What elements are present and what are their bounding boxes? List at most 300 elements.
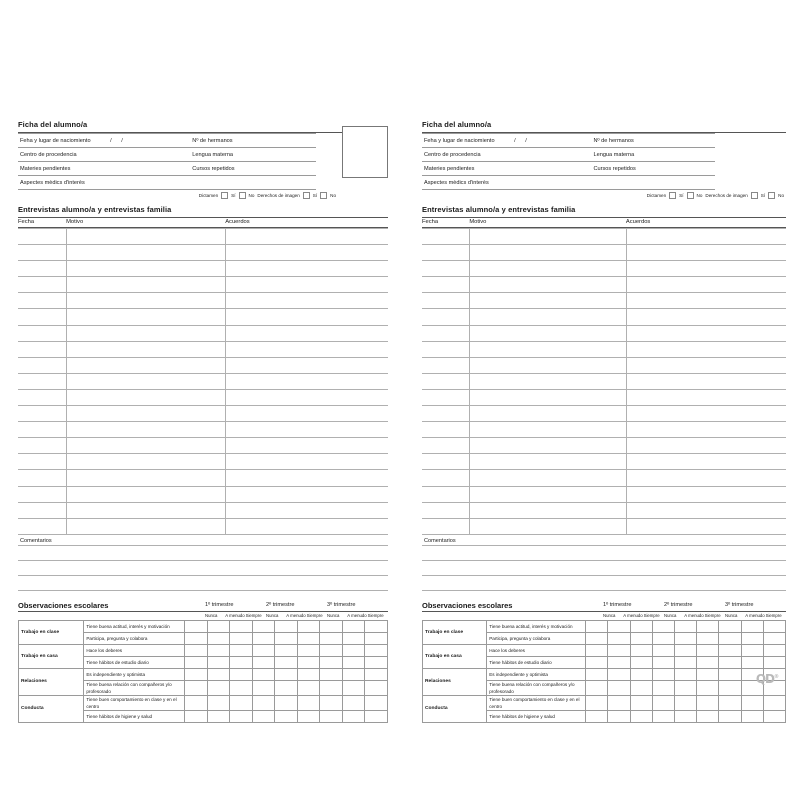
observaciones-mark-cell[interactable] [230, 710, 253, 722]
observaciones-mark-cell[interactable] [608, 656, 630, 668]
photo-placeholder-box[interactable] [342, 126, 388, 178]
observaciones-mark-cell[interactable] [630, 656, 652, 668]
entrevistas-cell[interactable] [18, 293, 66, 309]
dictamen-yes-checkbox[interactable] [221, 192, 228, 199]
entrevistas-cell[interactable] [470, 518, 627, 534]
entrevistas-cell[interactable] [18, 454, 66, 470]
observaciones-mark-cell[interactable] [697, 710, 719, 722]
entrevistas-cell[interactable] [422, 293, 470, 309]
entrevistas-cell[interactable] [226, 486, 388, 502]
entrevistas-cell[interactable] [226, 373, 388, 389]
observaciones-mark-cell[interactable] [741, 632, 763, 644]
table-row [18, 261, 388, 277]
observaciones-mark-cell[interactable] [719, 695, 741, 710]
observaciones-mark-cell[interactable] [275, 620, 298, 632]
dictamen-no-checkbox[interactable] [239, 192, 246, 199]
entrevistas-cell[interactable] [626, 341, 786, 357]
observaciones-mark-cell[interactable] [230, 644, 253, 656]
observaciones-mark-cell[interactable] [608, 668, 630, 680]
entrevistas-cell[interactable] [626, 309, 786, 325]
observaciones-mark-cell[interactable] [741, 620, 763, 632]
observaciones-mark-cell[interactable] [697, 695, 719, 710]
entrevistas-cell[interactable] [66, 293, 225, 309]
entrevistas-cell[interactable] [422, 309, 470, 325]
observaciones-mark-cell[interactable] [185, 695, 208, 710]
ficha-cell[interactable] [422, 134, 591, 148]
entrevistas-cell[interactable] [18, 341, 66, 357]
image-rights-no-checkbox[interactable] [768, 192, 775, 199]
observaciones-mark-cell[interactable] [207, 710, 230, 722]
entrevistas-cell[interactable] [422, 486, 470, 502]
observaciones-mark-cell[interactable] [741, 710, 763, 722]
entrevistas-cell[interactable] [66, 261, 225, 277]
entrevistas-cell[interactable] [66, 373, 225, 389]
observaciones-mark-cell[interactable] [342, 632, 365, 644]
comentarios-line[interactable] [422, 576, 786, 591]
entrevistas-cell[interactable] [626, 373, 786, 389]
observaciones-mark-cell[interactable] [652, 668, 674, 680]
entrevistas-cell[interactable] [18, 486, 66, 502]
entrevistas-cell[interactable] [626, 261, 786, 277]
observaciones-mark-cell[interactable] [741, 644, 763, 656]
entrevistas-cell[interactable] [422, 518, 470, 534]
scale-row-left [18, 613, 388, 619]
observaciones-mark-cell[interactable] [297, 632, 320, 644]
observaciones-mark-cell[interactable] [630, 632, 652, 644]
ficha-cell[interactable]: Centro de procedencia [18, 148, 190, 162]
observaciones-mark-cell[interactable] [252, 710, 275, 722]
entrevistas-cell[interactable] [470, 470, 627, 486]
entrevistas-cell[interactable] [66, 341, 225, 357]
observaciones-mark-cell[interactable] [252, 680, 275, 695]
entrevistas-rows [422, 229, 786, 535]
entrevistas-cell[interactable] [226, 309, 388, 325]
scale-group [725, 613, 786, 619]
entrevistas-cell[interactable] [226, 454, 388, 470]
observaciones-mark-cell[interactable] [674, 668, 696, 680]
observaciones-mark-cell[interactable] [630, 710, 652, 722]
entrevistas-cell[interactable] [626, 357, 786, 373]
entrevistas-cell[interactable] [470, 422, 627, 438]
entrevistas-cell[interactable] [470, 309, 627, 325]
observaciones-mark-cell[interactable] [320, 656, 343, 668]
ficha-cell[interactable] [18, 134, 190, 148]
observaciones-mark-cell[interactable] [674, 644, 696, 656]
observaciones-mark-cell[interactable] [608, 632, 630, 644]
comentarios-line[interactable] [422, 546, 786, 561]
observaciones-mark-cell[interactable] [652, 680, 674, 695]
observaciones-mark-cell[interactable] [697, 668, 719, 680]
observaciones-mark-cell[interactable] [365, 632, 388, 644]
observaciones-mark-cell[interactable] [586, 620, 608, 632]
entrevistas-cell[interactable] [422, 454, 470, 470]
entrevistas-cell[interactable] [422, 502, 470, 518]
entrevistas-cell[interactable] [66, 518, 225, 534]
entrevistas-cell[interactable] [626, 389, 786, 405]
entrevistas-cell[interactable] [422, 389, 470, 405]
observaciones-mark-cell[interactable] [275, 710, 298, 722]
observaciones-mark-cell[interactable] [230, 656, 253, 668]
entrevistas-cell[interactable] [66, 454, 225, 470]
entrevistas-cell[interactable] [66, 389, 225, 405]
entrevistas-cell[interactable] [626, 470, 786, 486]
observaciones-mark-cell[interactable] [207, 668, 230, 680]
comentarios-line[interactable] [18, 561, 388, 576]
observaciones-mark-cell[interactable] [586, 695, 608, 710]
entrevistas-cell[interactable] [226, 293, 388, 309]
entrevistas-cell[interactable] [626, 422, 786, 438]
observaciones-mark-cell[interactable] [586, 680, 608, 695]
entrevistas-cell[interactable] [422, 422, 470, 438]
observaciones-mark-cell[interactable] [674, 680, 696, 695]
observaciones-mark-cell[interactable] [365, 680, 388, 695]
observaciones-mark-cell[interactable] [719, 668, 741, 680]
entrevistas-cell[interactable] [470, 389, 627, 405]
entrevistas-cell[interactable] [66, 245, 225, 261]
observaciones-mark-cell[interactable] [297, 620, 320, 632]
observaciones-mark-cell[interactable] [608, 695, 630, 710]
entrevistas-cell[interactable] [18, 502, 66, 518]
observaciones-category: Trabajo en casa [423, 644, 487, 668]
entrevistas-cell[interactable] [470, 438, 627, 454]
observaciones-mark-cell[interactable] [252, 620, 275, 632]
observaciones-mark-cell[interactable] [320, 632, 343, 644]
observaciones-mark-cell[interactable] [297, 680, 320, 695]
observaciones-mark-cell[interactable] [719, 620, 741, 632]
observaciones-mark-cell[interactable] [674, 620, 696, 632]
ficha-cell[interactable] [591, 176, 715, 190]
observaciones-mark-cell[interactable] [630, 620, 652, 632]
entrevistas-cell[interactable] [470, 454, 627, 470]
entrevistas-cell[interactable] [66, 277, 225, 293]
observaciones-mark-cell[interactable] [230, 620, 253, 632]
observaciones-mark-cell[interactable] [275, 644, 298, 656]
observaciones-mark-cell[interactable] [342, 620, 365, 632]
observaciones-mark-cell[interactable] [674, 632, 696, 644]
image-rights-yes-checkbox[interactable] [303, 192, 310, 199]
observaciones-mark-cell[interactable] [252, 656, 275, 668]
observaciones-mark-cell[interactable] [230, 632, 253, 644]
observaciones-mark-cell[interactable] [297, 656, 320, 668]
observaciones-mark-cell[interactable] [230, 680, 253, 695]
entrevistas-cell[interactable] [422, 245, 470, 261]
observaciones-mark-cell[interactable] [185, 644, 208, 656]
dictamen-no-checkbox[interactable] [687, 192, 694, 199]
observaciones-mark-cell[interactable] [586, 644, 608, 656]
observaciones-mark-cell[interactable] [252, 644, 275, 656]
ficha-cell[interactable] [190, 176, 316, 190]
ficha-cell[interactable]: Materies pendientes [422, 162, 591, 176]
entrevistas-cell[interactable] [18, 245, 66, 261]
observaciones-mark-cell[interactable] [630, 668, 652, 680]
observaciones-mark-cell[interactable] [230, 695, 253, 710]
entrevistas-cell[interactable] [66, 438, 225, 454]
entrevistas-cell[interactable] [18, 325, 66, 341]
entrevistas-cell[interactable] [470, 357, 627, 373]
observaciones-mark-cell[interactable] [741, 656, 763, 668]
ficha-cell[interactable]: Nº de hermanos [591, 134, 715, 148]
entrevistas-cell[interactable] [18, 389, 66, 405]
observaciones-block [18, 601, 388, 723]
observaciones-mark-cell[interactable] [608, 620, 630, 632]
observaciones-mark-cell[interactable] [697, 620, 719, 632]
table-row [422, 373, 786, 389]
entrevistas-cell[interactable] [470, 486, 627, 502]
observaciones-mark-cell[interactable] [608, 710, 630, 722]
ficha-cell[interactable]: Nº de hermanos [190, 134, 316, 148]
comentarios-lines-left[interactable] [18, 546, 388, 591]
observaciones-mark-cell[interactable] [207, 656, 230, 668]
entrevistas-cell[interactable] [626, 438, 786, 454]
observaciones-mark-cell[interactable] [697, 680, 719, 695]
entrevistas-cell[interactable] [66, 422, 225, 438]
scale-label: Nunca [266, 612, 279, 618]
entrevistas-cell[interactable] [226, 325, 388, 341]
observaciones-mark-cell[interactable] [763, 695, 785, 710]
observaciones-mark-cell[interactable] [365, 644, 388, 656]
entrevistas-cell[interactable] [422, 470, 470, 486]
comentarios-line[interactable] [18, 576, 388, 591]
observaciones-mark-cell[interactable] [697, 632, 719, 644]
observaciones-mark-cell[interactable] [320, 710, 343, 722]
observaciones-mark-cell[interactable] [719, 710, 741, 722]
entrevistas-cell[interactable] [226, 422, 388, 438]
observaciones-mark-cell[interactable] [342, 695, 365, 710]
observaciones-mark-cell[interactable] [652, 695, 674, 710]
ficha-cell[interactable]: Cursos repetidos [591, 162, 715, 176]
entrevistas-cell[interactable] [226, 406, 388, 422]
image-rights-no-checkbox[interactable] [320, 192, 327, 199]
observaciones-mark-cell[interactable] [342, 680, 365, 695]
observaciones-mark-cell[interactable] [275, 632, 298, 644]
observaciones-mark-cell[interactable] [207, 632, 230, 644]
observaciones-mark-cell[interactable] [297, 695, 320, 710]
entrevistas-cell[interactable] [226, 277, 388, 293]
ficha-cell[interactable]: Aspectes mèdics d'interès [18, 176, 190, 190]
ficha-cell[interactable]: Cursos repetidos [190, 162, 316, 176]
ficha-cell[interactable]: Aspectes mèdics d'interès [422, 176, 591, 190]
entrevistas-cell[interactable] [626, 229, 786, 245]
entrevistas-cell[interactable] [18, 422, 66, 438]
observaciones-mark-cell[interactable] [763, 644, 785, 656]
observaciones-mark-cell[interactable] [719, 644, 741, 656]
observaciones-mark-cell[interactable] [207, 644, 230, 656]
observaciones-mark-cell[interactable] [185, 656, 208, 668]
entrevistas-cell[interactable] [470, 229, 627, 245]
observaciones-mark-cell[interactable] [586, 632, 608, 644]
entrevistas-cell[interactable] [422, 341, 470, 357]
dictamen-yes-label: Sí [679, 193, 684, 198]
observaciones-mark-cell[interactable] [652, 644, 674, 656]
observaciones-mark-cell[interactable] [185, 632, 208, 644]
observaciones-mark-cell[interactable] [652, 710, 674, 722]
entrevistas-cell[interactable] [626, 406, 786, 422]
observaciones-mark-cell[interactable] [297, 668, 320, 680]
observaciones-mark-cell[interactable] [185, 668, 208, 680]
observaciones-mark-cell[interactable] [586, 668, 608, 680]
observaciones-mark-cell[interactable] [252, 632, 275, 644]
observaciones-mark-cell[interactable] [275, 656, 298, 668]
entrevistas-cell[interactable] [226, 438, 388, 454]
observaciones-mark-cell[interactable] [608, 680, 630, 695]
dictamen-yes-checkbox[interactable] [669, 192, 676, 199]
entrevistas-cell[interactable] [226, 389, 388, 405]
entrevistas-cell[interactable] [626, 293, 786, 309]
observaciones-mark-cell[interactable] [630, 680, 652, 695]
entrevistas-cell[interactable] [18, 518, 66, 534]
ficha-cell[interactable]: Lengua materna [591, 148, 715, 162]
entrevistas-cell[interactable] [422, 357, 470, 373]
observaciones-mark-cell[interactable] [320, 644, 343, 656]
observaciones-mark-cell[interactable] [252, 668, 275, 680]
comentarios-line[interactable] [18, 546, 388, 561]
observaciones-mark-cell[interactable] [719, 632, 741, 644]
observaciones-mark-cell[interactable] [342, 710, 365, 722]
observaciones-mark-cell[interactable] [275, 680, 298, 695]
observaciones-mark-cell[interactable] [652, 620, 674, 632]
observaciones-mark-cell[interactable] [630, 644, 652, 656]
entrevistas-cell[interactable] [66, 502, 225, 518]
observaciones-mark-cell[interactable] [365, 710, 388, 722]
observaciones-mark-cell[interactable] [674, 695, 696, 710]
entrevistas-cell[interactable] [422, 277, 470, 293]
entrevistas-cell[interactable] [470, 245, 627, 261]
entrevistas-cell[interactable] [422, 261, 470, 277]
observaciones-mark-cell[interactable] [763, 710, 785, 722]
ficha-row [422, 148, 786, 162]
ficha-table [422, 133, 786, 190]
entrevistas-cell[interactable] [226, 245, 388, 261]
observaciones-mark-cell[interactable] [652, 656, 674, 668]
entrevistas-cell[interactable] [18, 438, 66, 454]
entrevistas-cell[interactable] [18, 229, 66, 245]
observaciones-mark-cell[interactable] [697, 656, 719, 668]
entrevistas-cell[interactable] [226, 502, 388, 518]
entrevistas-cell[interactable] [18, 309, 66, 325]
entrevistas-cell[interactable] [66, 309, 225, 325]
ficha-cell[interactable]: Materies pendientes [18, 162, 190, 176]
entrevistas-cell[interactable] [18, 261, 66, 277]
observaciones-mark-cell[interactable] [763, 620, 785, 632]
observaciones-mark-cell[interactable] [230, 668, 253, 680]
observaciones-mark-cell[interactable] [719, 656, 741, 668]
entrevistas-cell[interactable] [422, 406, 470, 422]
comentarios-line[interactable] [422, 561, 786, 576]
entrevistas-cell[interactable] [470, 406, 627, 422]
observaciones-mark-cell[interactable] [697, 644, 719, 656]
observaciones-mark-cell[interactable] [320, 668, 343, 680]
observaciones-mark-cell[interactable] [185, 710, 208, 722]
observaciones-mark-cell[interactable] [342, 644, 365, 656]
observaciones-mark-cell[interactable] [719, 680, 741, 695]
entrevistas-cell[interactable] [66, 357, 225, 373]
entrevistas-cell[interactable] [626, 325, 786, 341]
observaciones-mark-cell[interactable] [207, 680, 230, 695]
observaciones-mark-cell[interactable] [608, 644, 630, 656]
observaciones-mark-cell[interactable] [342, 656, 365, 668]
observaciones-mark-cell[interactable] [763, 632, 785, 644]
observaciones-mark-cell[interactable] [674, 710, 696, 722]
entrevistas-cell[interactable] [226, 518, 388, 534]
observaciones-mark-cell[interactable] [586, 656, 608, 668]
observaciones-mark-cell[interactable] [342, 668, 365, 680]
observaciones-mark-cell[interactable] [252, 695, 275, 710]
entrevistas-cell[interactable] [626, 486, 786, 502]
entrevistas-cell[interactable] [422, 373, 470, 389]
observaciones-mark-cell[interactable] [297, 710, 320, 722]
observaciones-mark-cell[interactable] [365, 668, 388, 680]
entrevistas-cell[interactable] [470, 293, 627, 309]
observaciones-mark-cell[interactable] [586, 710, 608, 722]
entrevistas-cell[interactable] [626, 518, 786, 534]
entrevistas-cell[interactable] [226, 229, 388, 245]
entrevistas-cell[interactable] [470, 341, 627, 357]
ficha-cell[interactable]: Centro de procedencia [422, 148, 591, 162]
entrevistas-cell[interactable] [422, 325, 470, 341]
entrevistas-cell[interactable] [422, 229, 470, 245]
observaciones-mark-cell[interactable] [297, 644, 320, 656]
observaciones-mark-cell[interactable] [275, 695, 298, 710]
observaciones-mark-cell[interactable] [207, 620, 230, 632]
table-row [19, 620, 388, 632]
observaciones-mark-cell[interactable] [652, 632, 674, 644]
image-rights-yes-checkbox[interactable] [751, 192, 758, 199]
observaciones-mark-cell[interactable] [185, 680, 208, 695]
entrevistas-cell[interactable] [626, 245, 786, 261]
observaciones-mark-cell[interactable] [207, 695, 230, 710]
entrevistas-cell[interactable] [18, 373, 66, 389]
entrevistas-cell[interactable] [226, 357, 388, 373]
entrevistas-cell[interactable] [18, 470, 66, 486]
observaciones-mark-cell[interactable] [630, 695, 652, 710]
entrevistas-cell[interactable] [626, 277, 786, 293]
entrevistas-cell[interactable] [626, 454, 786, 470]
observaciones-mark-cell[interactable] [763, 656, 785, 668]
entrevistas-cell[interactable] [226, 261, 388, 277]
entrevistas-cell[interactable] [470, 502, 627, 518]
scale-label: Siempre [765, 612, 782, 618]
entrevistas-cell[interactable] [18, 406, 66, 422]
entrevistas-cell[interactable] [470, 325, 627, 341]
entrevistas-cell[interactable] [470, 277, 627, 293]
entrevistas-cell[interactable] [66, 486, 225, 502]
entrevistas-cell[interactable] [66, 229, 225, 245]
observaciones-mark-cell[interactable] [365, 656, 388, 668]
entrevistas-cell[interactable] [226, 341, 388, 357]
observaciones-mark-cell[interactable] [275, 668, 298, 680]
entrevistas-cell[interactable] [18, 357, 66, 373]
entrevistas-cell[interactable] [470, 261, 627, 277]
observaciones-mark-cell[interactable] [365, 620, 388, 632]
entrevistas-cell[interactable] [66, 325, 225, 341]
observaciones-mark-cell[interactable] [320, 695, 343, 710]
entrevistas-cell[interactable] [66, 470, 225, 486]
entrevistas-cell[interactable] [226, 470, 388, 486]
observaciones-mark-cell[interactable] [320, 680, 343, 695]
entrevistas-cell[interactable] [66, 406, 225, 422]
comentarios-lines-right[interactable] [422, 546, 786, 591]
ficha-cell[interactable]: Lengua materna [190, 148, 316, 162]
observaciones-mark-cell[interactable] [674, 656, 696, 668]
entrevistas-cell[interactable] [626, 502, 786, 518]
entrevistas-cell[interactable] [422, 438, 470, 454]
entrevistas-cell[interactable] [18, 277, 66, 293]
observaciones-mark-cell[interactable] [741, 695, 763, 710]
observaciones-mark-cell[interactable] [185, 620, 208, 632]
entrevistas-cell[interactable] [470, 373, 627, 389]
observaciones-mark-cell[interactable] [320, 620, 343, 632]
observaciones-mark-cell[interactable] [365, 695, 388, 710]
